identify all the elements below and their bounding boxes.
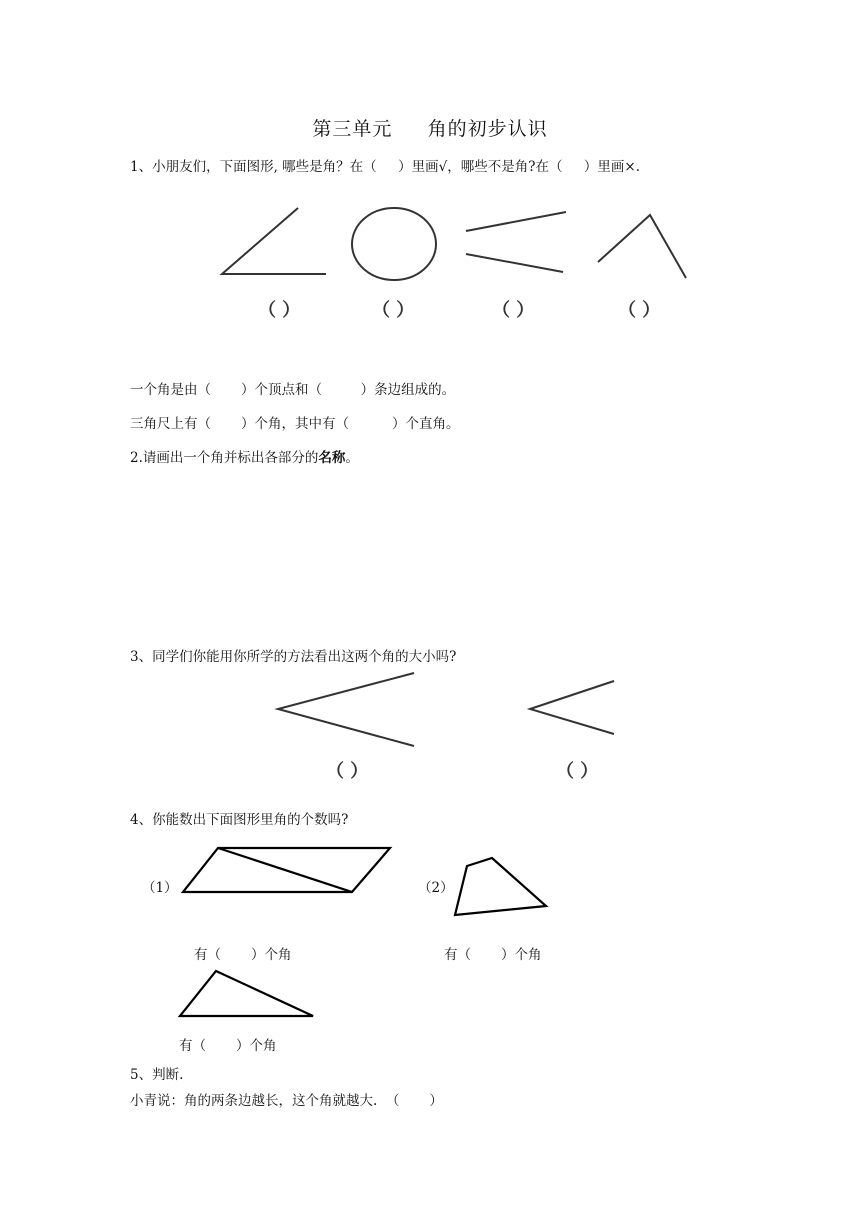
q1-peak-angle-figure xyxy=(598,215,686,278)
q3-answer-paren-2[interactable]: （ ） xyxy=(556,761,599,782)
q1-open-line-upper xyxy=(466,212,566,231)
q4-triangle xyxy=(180,971,313,1016)
q4-parallelogram-diagonal xyxy=(218,848,352,892)
q1-fill-triangle-ruler: 三角尺上有（ ）个角，其中有（ ）个直角。 xyxy=(130,416,460,432)
q3-answer-paren-1[interactable]: （ ） xyxy=(326,761,369,782)
q1-angle-figure xyxy=(222,208,326,274)
q1-prompt: 1、小朋友们，下面图形, 哪些是角？在（ ）里画√，哪些不是角?在（ ）里画×. xyxy=(130,159,641,175)
q3-angle-large xyxy=(278,673,414,746)
q5-prompt: 5、判断. xyxy=(130,1067,184,1083)
q3-angle-small xyxy=(530,681,614,734)
page-title: 第三单元 角的初步认识 xyxy=(312,118,548,140)
q1-fill-vertex-sides: 一个角是由（ ）个顶点和（ ）条边组成的。 xyxy=(130,382,456,398)
q4-count-parallelogram: 有（ ）个角 xyxy=(194,947,292,963)
q4-label-2: （2） xyxy=(418,880,454,896)
q1-answer-paren-4[interactable]: （ ） xyxy=(618,300,661,321)
q4-count-quadrilateral: 有（ ）个角 xyxy=(444,947,542,963)
q4-quadrilateral xyxy=(455,858,546,915)
q4-count-triangle: 有（ ）个角 xyxy=(179,1038,277,1054)
q1-answer-paren-1[interactable]: （ ） xyxy=(258,300,301,321)
q1-answer-paren-2[interactable]: （ ） xyxy=(372,300,415,321)
q3-prompt: 3、同学们你能用你所学的方法看出这两个角的大小吗? xyxy=(130,649,457,665)
q1-open-line-lower xyxy=(466,254,563,272)
q1-circle-figure xyxy=(352,208,436,280)
q2-prompt-bold: 名称 xyxy=(318,450,346,466)
q1-answer-paren-3[interactable]: （ ） xyxy=(492,300,535,321)
q4-prompt: 4、你能数出下面图形里角的个数吗? xyxy=(130,812,349,828)
q2-prompt: 2.请画出一个角并标出各部分的名称。 xyxy=(130,450,359,466)
q5-statement: 小青说：角的两条边越长，这个角就越大. （ ） xyxy=(130,1093,443,1109)
q4-label-1: （1） xyxy=(142,880,178,896)
